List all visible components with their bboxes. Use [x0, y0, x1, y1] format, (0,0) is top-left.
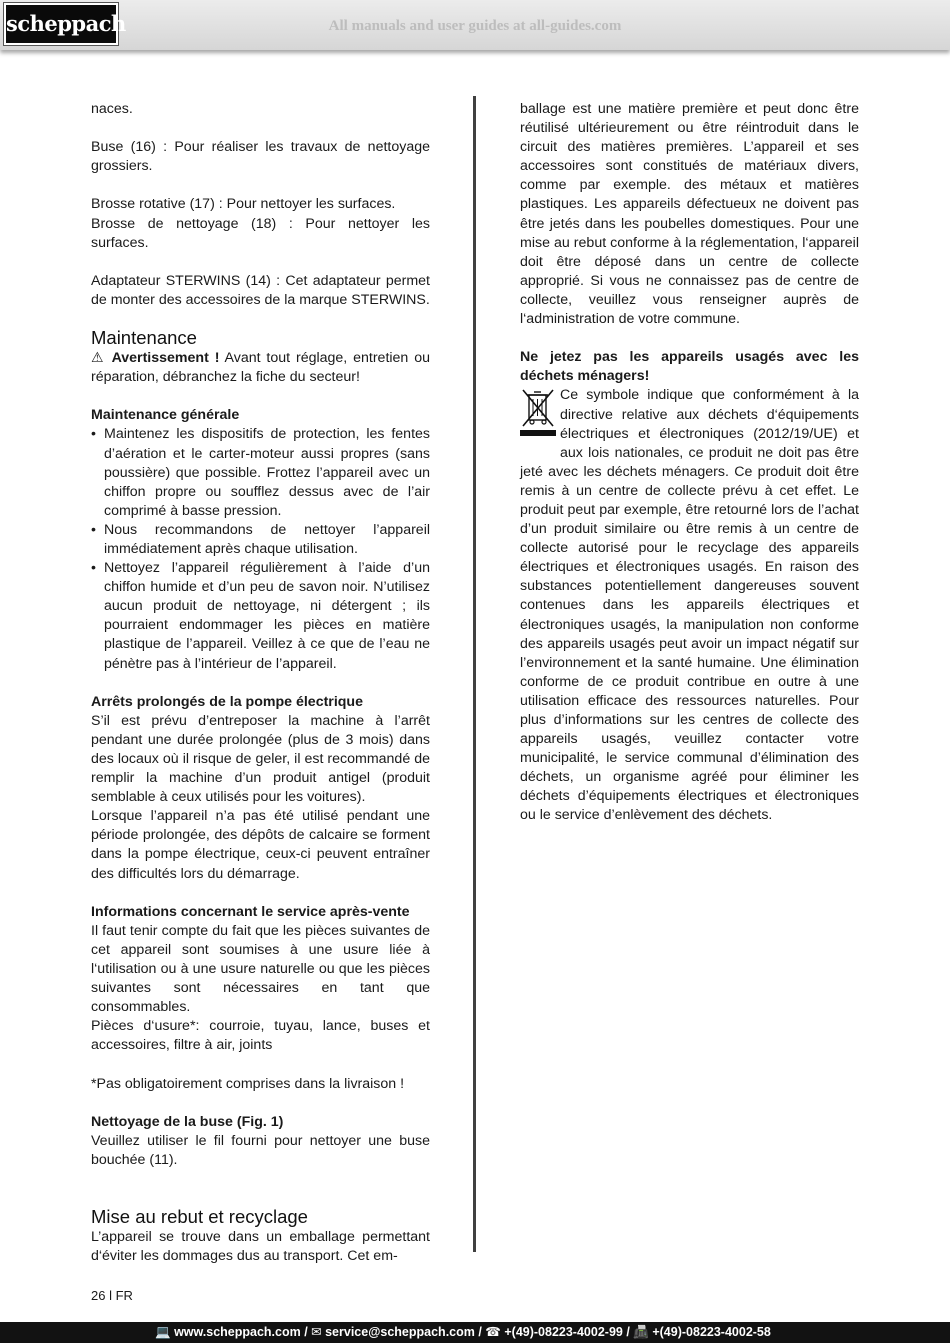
list-item: • Maintenez les dispositifs de protection, les fentes d’aération et le carter-moteur aussi propres (sans poussière) que possible. Frottez l’appareil avec un chiffon propre ou soufflez dessus avec de l’air comprimé à basse pression. — [91, 425, 430, 520]
paragraph-note: *Pas obligatoirement comprises dans la livraison ! — [91, 1075, 405, 1092]
paragraph-naces: naces. — [91, 101, 133, 117]
footer-fax: +(49)-08223-4002-58 — [652, 1325, 771, 1339]
envelope-icon: ✉ — [311, 1325, 322, 1339]
weee-block — [520, 386, 859, 825]
list-item: • Nettoyez l’appareil régulièrement à l’aide d’un chiffon humide et d’un peu de savon noir. N’utilisez aucun produit de nettoyage, ni détergent ; ils pourraient endommager les pièces en matière plastique de l’appareil. Veillez à ce que de l’eau ne pénètre pas à l’intérieur de l’appareil. — [91, 559, 430, 674]
fax-icon: 📠 — [633, 1325, 649, 1339]
heading-nettoyage-buse: Nettoyage de la buse (Fig. 1) — [91, 1113, 284, 1130]
warning-text: Avant tout réglage, entretien ou réparation, débranchez la fiche du secteur! — [91, 350, 430, 386]
footer-phone: +(49)-08223-4002-99 — [504, 1325, 623, 1339]
paragraph-service: Il faut tenir compte du fait que les pièces suivantes de cet appareil sont soumises à une usure liée à l‘utilisation ou à une usure naturelle ou que les pièces suivantes sont nécessaires en tant que consommables. — [91, 922, 430, 1016]
paragraph-arrets-2: Lorsque l’appareil n’a pas été utilisé pendant une période prolongée, des dépôts de calcaire se forment dans la pompe électrique, ceux-ci peuvent entraîner des difficultés lors du démarrage. — [91, 808, 430, 882]
left-column — [91, 100, 430, 1266]
brand-logo: scheppach — [4, 3, 118, 45]
paragraph-brosse-rotative: Brosse rotative (17) : Pour nettoyer les surfaces. — [91, 196, 396, 213]
right-column — [520, 100, 859, 826]
paragraph-nettoyage: Veuillez utiliser le fil fourni pour nettoyer une buse bouchée (11). — [91, 1132, 430, 1168]
paragraph-weee: Ce symbole indique que conformément à la directive relative aux déchets d‘équipements électriques et électroniques (2012/19/UE) et aux lois nationales, ce produit ne doit pas être jeté avec les déchets ménagers. Ce produit doit être remis à un centre de collecte prévu à cet effet. Le produit peut par exemple, être retourné lors de l’achat d’un produit similaire ou être remis à un centre de collecte autorisé pour le recyclage des appareils électriques et électroniques usagés. En raison des substances potentiellement dangereuses souvent contenues dans les appareils électriques et électroniques usagés, la manipulation non conforme des appareils usagés peut avoir un impact négatif sur l’environnement et la santé humaine. Une élimination conforme de ce produit contribue en outre à une utilisation efficace des ressources naturelles. Pour plus d’informations sur les centres de collecte des appareils usagés, veuillez contacter votre municipalité, le service communal d’élimination des déchets, un organisme agréé pour éliminer les déchets d’équipements électriques et électroniques ou le service d’enlèvement des déchets. — [520, 387, 859, 824]
heading-dechets-menagers: Ne jetez pas les appareils usagés avec les déchets ménagers! — [520, 349, 859, 385]
contact-footer-bar: 💻 www.scheppach.com / ✉ service@scheppach.com / ☎ +(49)-08223-4002-99 / 📠 +(49)-08223-4002-58 — [0, 1322, 950, 1343]
warning-triangle-icon: ⚠ — [91, 350, 106, 367]
heading-maintenance-generale: Maintenance générale — [91, 407, 240, 424]
maintenance-list — [91, 425, 430, 673]
warning-label: Avertissement ! — [111, 350, 220, 367]
heading-mise-au-rebut: Mise au rebut et recyclage — [91, 1206, 308, 1228]
list-item: • Nous recommandons de nettoyer l’appareil immédiatement après chaque utilisation. — [91, 521, 430, 559]
page-header-bar — [0, 0, 950, 50]
footer-email-link[interactable]: service@scheppach.com — [325, 1325, 475, 1339]
paragraph-rebut-suite: ballage est une matière première et peut donc être réutilisé ultérieurement ou être réintroduit dans le circuit des matières premières. L’appareil et ses accessoires sont constitués de matériaux divers, comme par exemple. des métaux et matières plastiques. Les appareils défectueux ne doivent pas être jetés dans les poubelles domestiques. Pour une mise au rebut conforme à la réglementation, l‘appareil doit être déposé dans un centre de collecte approprié. Si vous ne connaissez pas de centre de collecte, veuillez vous renseigner auprès de l‘administration de votre commune. — [520, 101, 859, 328]
paragraph-arrets-1: S’il est prévu d’entreposer la machine à l’arrêt pendant une durée prolongée (plus de 3 mois) dans des locaux où il risque de geler, il est recommandé de remplir la machine d’un produit antigel (produit semblable à ceux utilisés pour les voitures). — [91, 712, 430, 806]
warning-paragraph — [91, 349, 430, 387]
phone-icon: ☎ — [485, 1325, 501, 1339]
footer-website-link[interactable]: www.scheppach.com — [174, 1325, 301, 1339]
paragraph-pieces-usure: Pièces d‘usure*: courroie, tuyau, lance, buses et accessoires, filtre à air, joints — [91, 1018, 430, 1054]
paragraph-brosse-nettoyage: Brosse de nettoyage (18) : Pour nettoyer les surfaces. — [91, 215, 430, 251]
heading-service-apres-vente: Informations concernant le service après-vente — [91, 903, 410, 920]
paragraph-buse: Buse (16) : Pour réaliser les travaux de nettoyage grossiers. — [91, 139, 430, 175]
paragraph-adaptateur: Adaptateur STERWINS (14) : Cet adaptateur permet de monter des accessoires de la marque STERWINS. — [91, 272, 430, 308]
column-divider — [473, 96, 476, 1252]
page-number: 26 l FR — [91, 1288, 133, 1303]
paragraph-rebut: L’appareil se trouve dans un emballage permettant d‘éviter les dommages dus au transport. Cet em- — [91, 1229, 430, 1265]
heading-arrets-prolonges: Arrêts prolongés de la pompe électrique — [91, 693, 363, 710]
computer-icon: 💻 — [155, 1325, 171, 1339]
heading-maintenance: Maintenance — [91, 327, 197, 349]
header-watermark: All manuals and user guides at all-guides.com — [328, 18, 622, 34]
crossed-out-wheelie-bin-icon — [520, 388, 556, 444]
